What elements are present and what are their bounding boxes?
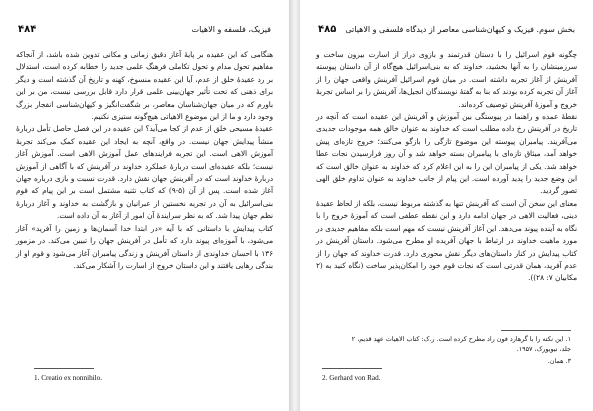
left-footnote: 1. Creatio ex nonnihilo.	[34, 374, 103, 382]
book-gutter	[290, 0, 300, 411]
right-footnote-3: ۳. همان.	[547, 357, 571, 365]
right-footnote-1: ۱. این نکته را با گرهارد فون راد مطرح کرده است. ر.ک: کتاب الاهیات عهد قدیم، ۲ جلد، نیویورک، ۱۹۵۷.	[351, 335, 571, 353]
left-paragraph-1: هنگامی که این عقیده بر پایهٔ آغاز دقیق زمانی و مکانی تدوین شده باشد، از آنجاکه مفاهیم تحول مدام و تحول تکاملی فرهنگ علمی جدید را خطابه کرده است، استدلال بر رد عقیدهٔ خلق از عدم، آیا این عقیده منسوخ، کهنه و تاریخ آن گذشته است و دیگر برای ذهنی که تحت تأثیر جهان‌بینی علمی قرار دارد قابل بررسی نیست، من بر این باورم که در میان جهان‌شناسان معاصر، بر شگفت‌انگیز و کیهان‌شناسی انفجار بزرگ وجود دارد و ما از این موضوع الاهیاتی هیچ‌گونه ستیزی نکنیم.	[16, 50, 273, 122]
left-page	[0, 0, 290, 411]
left-page-running-title: فیزیک، فلسفه و الاهیات	[191, 25, 271, 34]
right-paragraph-1: چگونه قوم اسرائیل را با دستان قدرتمند و بازوی دراز از اسارت بیرون ساخت و سرزمینشان را به آنها بخشید، خداوند که به بنی‌اسرائیل هیچ‌گاه از آن داستان پیوسته آفرینش از آغاز تجربه داشته است. در میان قوم اسرائیل آفرینش واقعی جهان را از آغاز آن تجربه کرده بودند که بنا به گفتهٔ نویسندگان انجیل‌ها، آفرینش را بر اساس تجربهٔ خروج و آموزهٔ آفرینش توصیف کرده‌اند.	[316, 50, 577, 109]
left-page-header	[18, 24, 271, 40]
right-footnote-2: 2. Gerhard von Rad.	[322, 374, 381, 382]
right-page-body	[316, 49, 577, 329]
right-paragraph-3: معنای این سخن آن است که آفرینش تنها به گذشته مربوط نیست، بلکه از لحاظ عقیدهٔ دینی، فعالیت الاهی در جهان ادامه دارد و این نقطه عطفی است که آموزهٔ خروج را با نگاه به آینده پیوند می‌دهد. این آغاز آفرینش نیست که مهم است بلکه مفاهیم جدیدی در مورد ماهیت خداوند در ارتباط با جهان آفریده او مطرح می‌شود. داستان آفرینش در کتاب پیدایش در کنار داستان‌های دیگر نقش محوری دارد. قدرت خداوند که جهان را از عدم آفرید، همان قدرتی است که نجات قوم خود را امکان‌پذیر ساخت (نگاه کنید به (۲ مکابیان ۷: ۲۸)).	[316, 198, 577, 283]
right-footnote-rule	[501, 330, 571, 331]
left-footnote-rule	[34, 368, 94, 369]
right-paragraph-2: نقطهٔ عمده و راهنما در پیوستگی بین آموزش و آفرینش این عقیده است که آنچه در تاریخ در آفرینش رخ داده مطلب است که خداوند به عنوان خالق همه موجودات جدیدی می‌آفریند. پیامبران پیوسته این موضوع تازگی را بازگو می‌کنند؛ خروج تازه‌ای پیش خواهد آمد، میثاق تازه‌ای با پیامبران بسته خواهد شد و آن روز فرارسیدن نجات عطا خواهد شد. یکی از پیامبران این را به این اعلام کرد که خداوند به عنوان خالق است که این وضع جدید را پدید آورده است. این پیام از جانب خداوند به عنوان تداوم خلق الهی تصور گردید.	[316, 112, 577, 196]
right-page-number: ۴۸۵	[318, 24, 337, 35]
left-page-body	[16, 49, 273, 272]
left-paragraph-3: کتاب پیدایش با داستانی که با آیه «در ابتدا خدا آسمان‌ها و زمین را آفرید» آغاز می‌شود، با آموزه‌ای پیوند دارد که تأمل در آفرینش جهان را تبیین می‌کند. در مزمور ۱۳۶ با احسان خداوندی از داستان آفرینش و زندگی پیامبران آغاز می‌شود و قوم او از بندگی رهایی یافتند و این داستان خروج از اسارت را آشکار می‌کند.	[16, 223, 273, 270]
left-page-number: ۴۸۴	[18, 24, 37, 35]
right-page-header	[318, 24, 575, 40]
right-page	[300, 0, 593, 411]
right-page-running-title: بخش سوم. فیزیک و کیهان‌شناسی معاصر از دیدگاه فلسفی و الاهیاتی	[345, 25, 575, 34]
left-paragraph-2: عقیدهٔ مسیحی خلق از عدم از کجا می‌آید؟ این عقیده در این فصل حاصل تأمل دربارهٔ منشأ پیدایش جهان نیست. در واقع، آنچه به ایجاد این عقیده کمک می‌کند تجربهٔ آموزش الاهی است. این تجربه فرایندهای عمل آموزش الاهی است. آموزش آغاز نیست؛ بلکه عقیده‌ای است دربارهٔ عملکرد خداوند در آفرینش که با آگاهی از آموزش دربارهٔ خداوند است که در آفرینش جهان نقش دارد. قدرت نسبت و بازی درباره جهان آغاز شده است. پس از آن (۵-۹) که کتاب تثنیه مشتمل است بر این پیام که قوم بنی‌اسرائیل به آن در تجربه نخستین از عبرانیان و بازگشت به خداوند و آغاز دربارهٔ نظم جهان پیدا شد. که به نظر سرایندهٔ آن امور از آغاز به آن داده است.	[16, 124, 273, 221]
right-footnote-rule-2	[322, 368, 382, 369]
